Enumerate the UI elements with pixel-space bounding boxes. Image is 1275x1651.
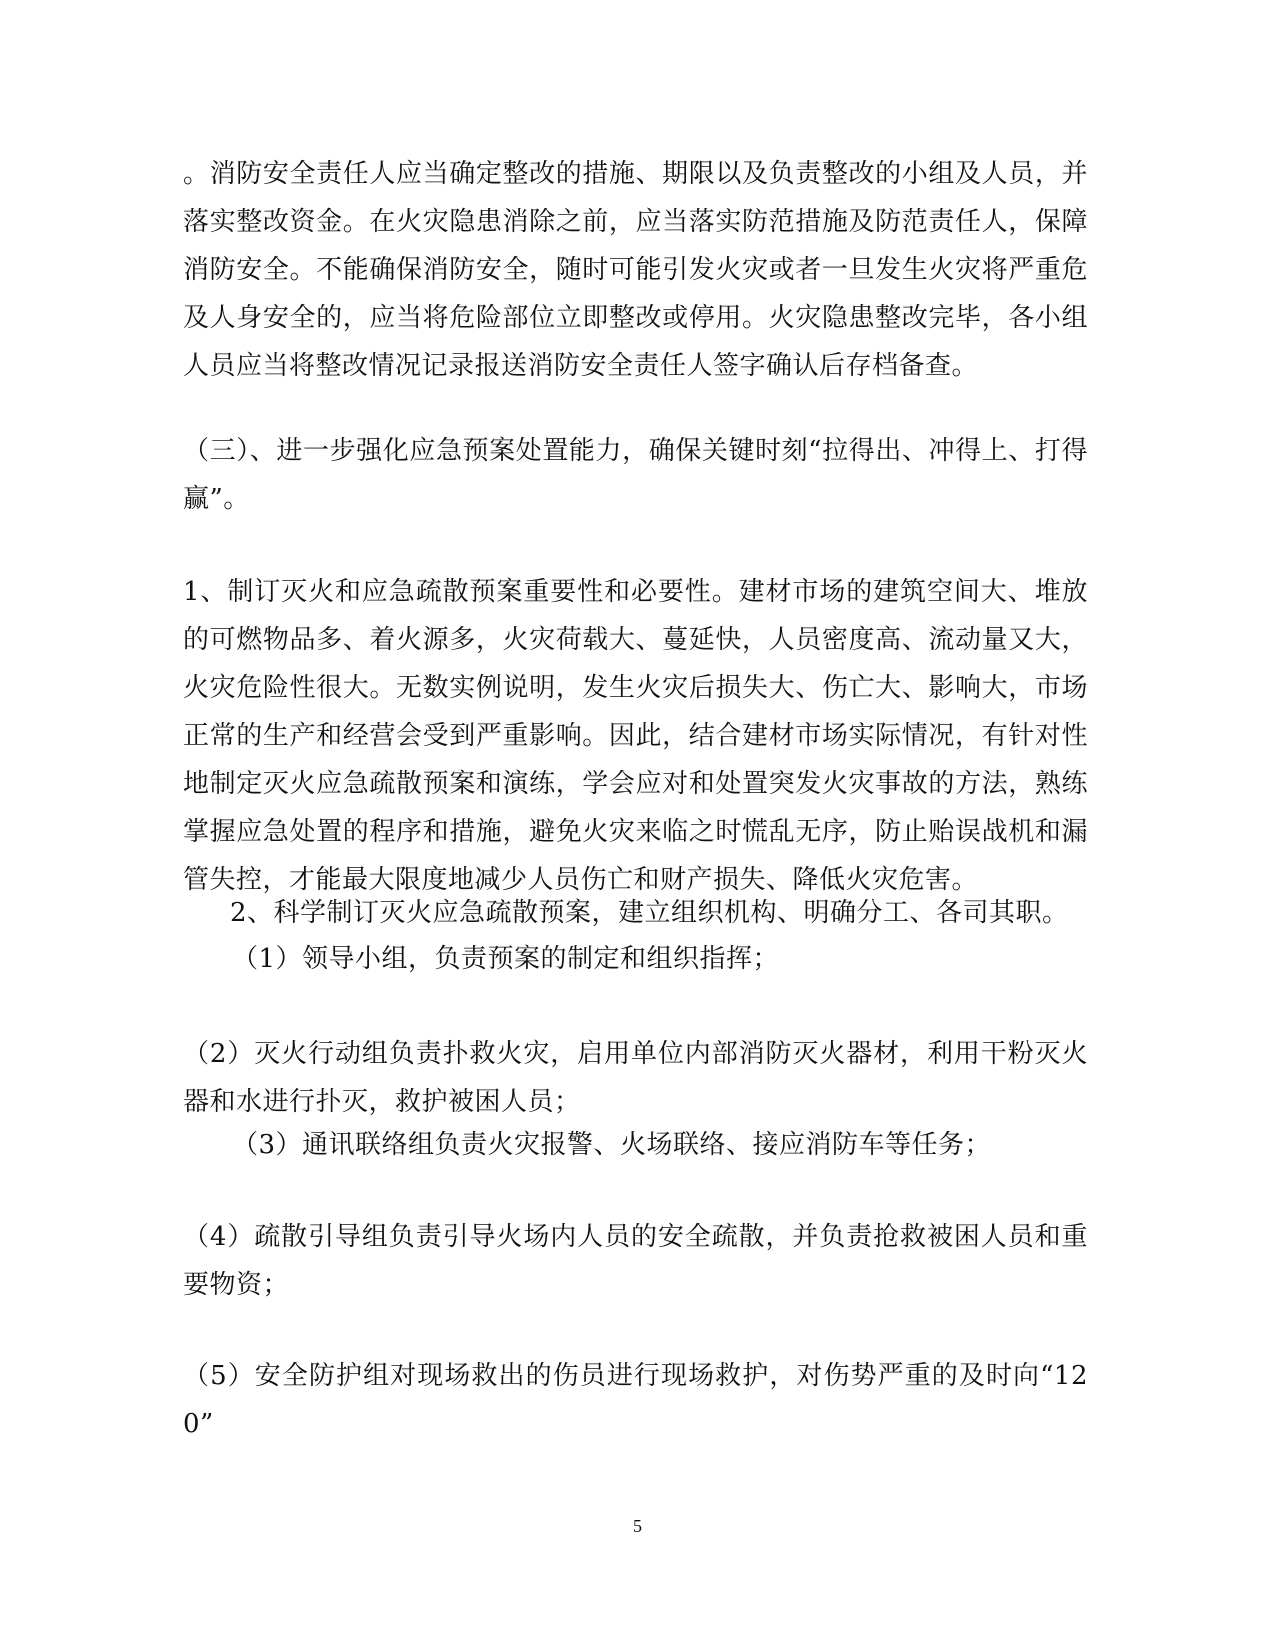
list-item-evacuation-group: （4）疏散引导组负责引导火场内人员的安全疏散，并负责抢救被困人员和重要物资；	[183, 1222, 1088, 1300]
section-heading-emergency-plan: （三）、进一步强化应急预案处置能力，确保关键时刻“拉得出、冲得上、打得赢”。	[183, 436, 1088, 514]
list-item-leadership-group: （1）领导小组，负责预案的制定和组织指挥；	[232, 944, 780, 974]
paragraph-rectification: 。消防安全责任人应当确定整改的措施、期限以及负责整改的小组及人员，并落实整改资金。在火灾隐患消除之前，应当落实防范措施及防范责任人，保障消防安全。不能确保消防安全，随时可能引发火灾或者一旦发生火灾将严重危及人身安全的，应当将危险部位立即整改或停用。火灾隐患整改完毕，各小组人员应当将整改情况记录报送消防安全责任人签字确认后存档备查。	[183, 159, 1088, 381]
paragraph-plan-importance: 1、制订灭火和应急疏散预案重要性和必要性。建材市场的建筑空间大、堆放的可燃物品多、着火源多，火灾荷载大、蔓延快，人员密度高、流动量又大，火灾危险性很大。无数实例说明，发生火灾后损失大、伤亡大、影响大，市场正常的生产和经营会受到严重影响。因此，结合建材市场实际情况，有针对性地制定灭火应急疏散预案和演练，学会应对和处置突发火灾事故的方法，熟练掌握应急处置的程序和措施，避免火灾来临之时慌乱无序，防止贻误战机和漏管失控，才能最大限度地减少人员伤亡和财产损失、降低火灾危害。	[183, 577, 1088, 895]
list-item-communication-group: （3）通讯联络组负责火灾报警、火场联络、接应消防车等任务；	[232, 1130, 992, 1160]
list-item-safety-protection-group: （5）安全防护组对现场救出的伤员进行现场救护，对伤势严重的及时向“120”	[183, 1361, 1088, 1439]
page-number: 5	[633, 1516, 642, 1536]
list-item-firefighting-group: （2）灭火行动组负责扑救火灾，启用单位内部消防灭火器材，利用干粉灭火器和水进行扑灭，救护被困人员；	[183, 1039, 1088, 1117]
paragraph-organization: 2、科学制订灭火应急疏散预案，建立组织机构、明确分工、各司其职。	[230, 898, 1069, 928]
